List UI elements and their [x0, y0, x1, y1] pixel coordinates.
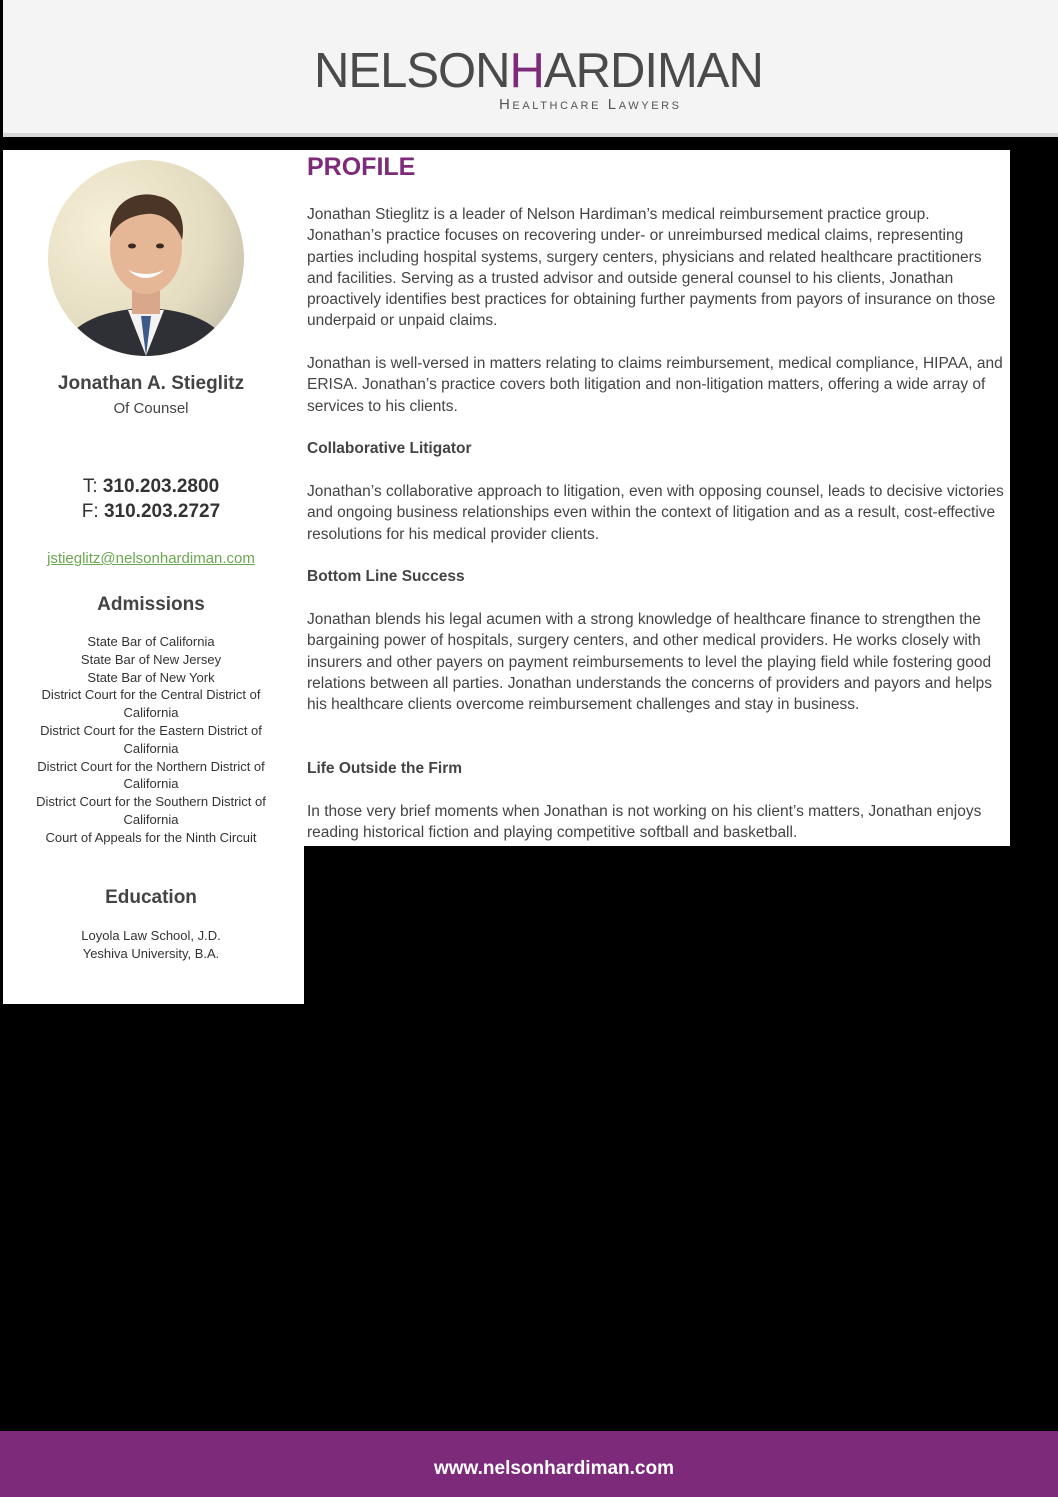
admission-item: District Court for the Southern District of California: [36, 794, 266, 827]
attorney-name: Jonathan A. Stieglitz: [57, 373, 245, 394]
website-link[interactable]: www.nelsonhardiman.com: [433, 1458, 674, 1479]
phone-line: [3, 476, 299, 498]
education-list: [3, 927, 299, 963]
education-item: Yeshiva University, B.A.: [82, 945, 220, 961]
subheading-collaborative: Collaborative Litigator: [307, 440, 472, 457]
header-divider: [3, 133, 1058, 137]
admission-item: District Court for the Eastern District of California: [40, 722, 262, 756]
profile-paragraph-4: Jonathan blends his legal acumen with a strong knowledge of healthcare finance to strengthen the bargaining power of hospitals, surgery centers, and other medical providers. He works closely with insurers and other payers on payment reimbursements to level the playing field while fostering good relations between all parties. Jonathan understands the concerns of providers and payors and helps his healthcare clients overcome reimbursement challenges and stay in business.: [307, 611, 993, 714]
admission-item: State Bar of New Jersey: [80, 651, 222, 667]
logo-tagline: Healthcare Lawyers: [499, 96, 682, 113]
phone-number[interactable]: 310.203.2800: [102, 476, 220, 497]
logo-wordmark: NELSONHARDIMAN: [314, 44, 763, 98]
admission-item: Court of Appeals for the Ninth Circuit: [45, 829, 257, 845]
admissions-list: [18, 633, 284, 847]
profile-paragraph-1: Jonathan Stieglitz is a leader of Nelson Hardiman’s medical reimbursement practice group. Jonathan’s practice focuses on recovering under- or unreimbursed medical claims, representing parties including hospital systems, surgery centers, physicians and related healthcare practitioners and facilities. Serving as a trusted advisor and outside general counsel to his clients, Jonathan proactively identifies best practices for obtaining further payments from payors of insurance on those underpaid or unpaid claims.: [307, 206, 996, 330]
attorney-photo: [48, 160, 244, 356]
education-item: Loyola Law School, J.D.: [81, 928, 221, 943]
phone-label: T:: [82, 476, 98, 497]
profile-paragraph-5: In those very brief moments when Jonathan is not working on his client’s matters, Jonathan enjoys reading historical fiction and playing competitive softball and basketball.: [307, 803, 982, 842]
admission-item: State Bar of California: [87, 634, 215, 649]
subheading-bottom-line: Bottom Line Success: [307, 568, 465, 585]
profile-heading: PROFILE: [307, 153, 416, 181]
email-link[interactable]: jstieglitz@nelsonhardiman.com: [47, 550, 255, 567]
admission-item: State Bar of New York: [87, 669, 215, 685]
admission-item: District Court for the Central District of California: [41, 687, 261, 721]
subheading-life-outside: Life Outside the Firm: [307, 760, 463, 777]
education-heading: Education: [105, 887, 197, 908]
attorney-title: Of Counsel: [113, 400, 189, 417]
admissions-heading: Admissions: [97, 594, 205, 615]
profile-paragraph-2: Jonathan is well-versed in matters relating to claims reimbursement, medical compliance, HIPAA, and ERISA. Jonathan’s practice covers both litigation and non-litigation matters, offering a wide array of services to his clients.: [307, 355, 1003, 415]
fax-number: 310.203.2727: [103, 501, 221, 522]
fax-label: F:: [81, 501, 99, 522]
firm-logo: [314, 42, 763, 117]
profile-paragraph-3: Jonathan’s collaborative approach to litigation, even with opposing counsel, leads to decisive victories and ongoing business relationships even within the context of litigation and as a result, cost-effective resolutions for his medical provider clients.: [307, 483, 1004, 543]
admission-item: District Court for the Northern District of California: [37, 758, 265, 792]
fax-line: [3, 501, 299, 523]
